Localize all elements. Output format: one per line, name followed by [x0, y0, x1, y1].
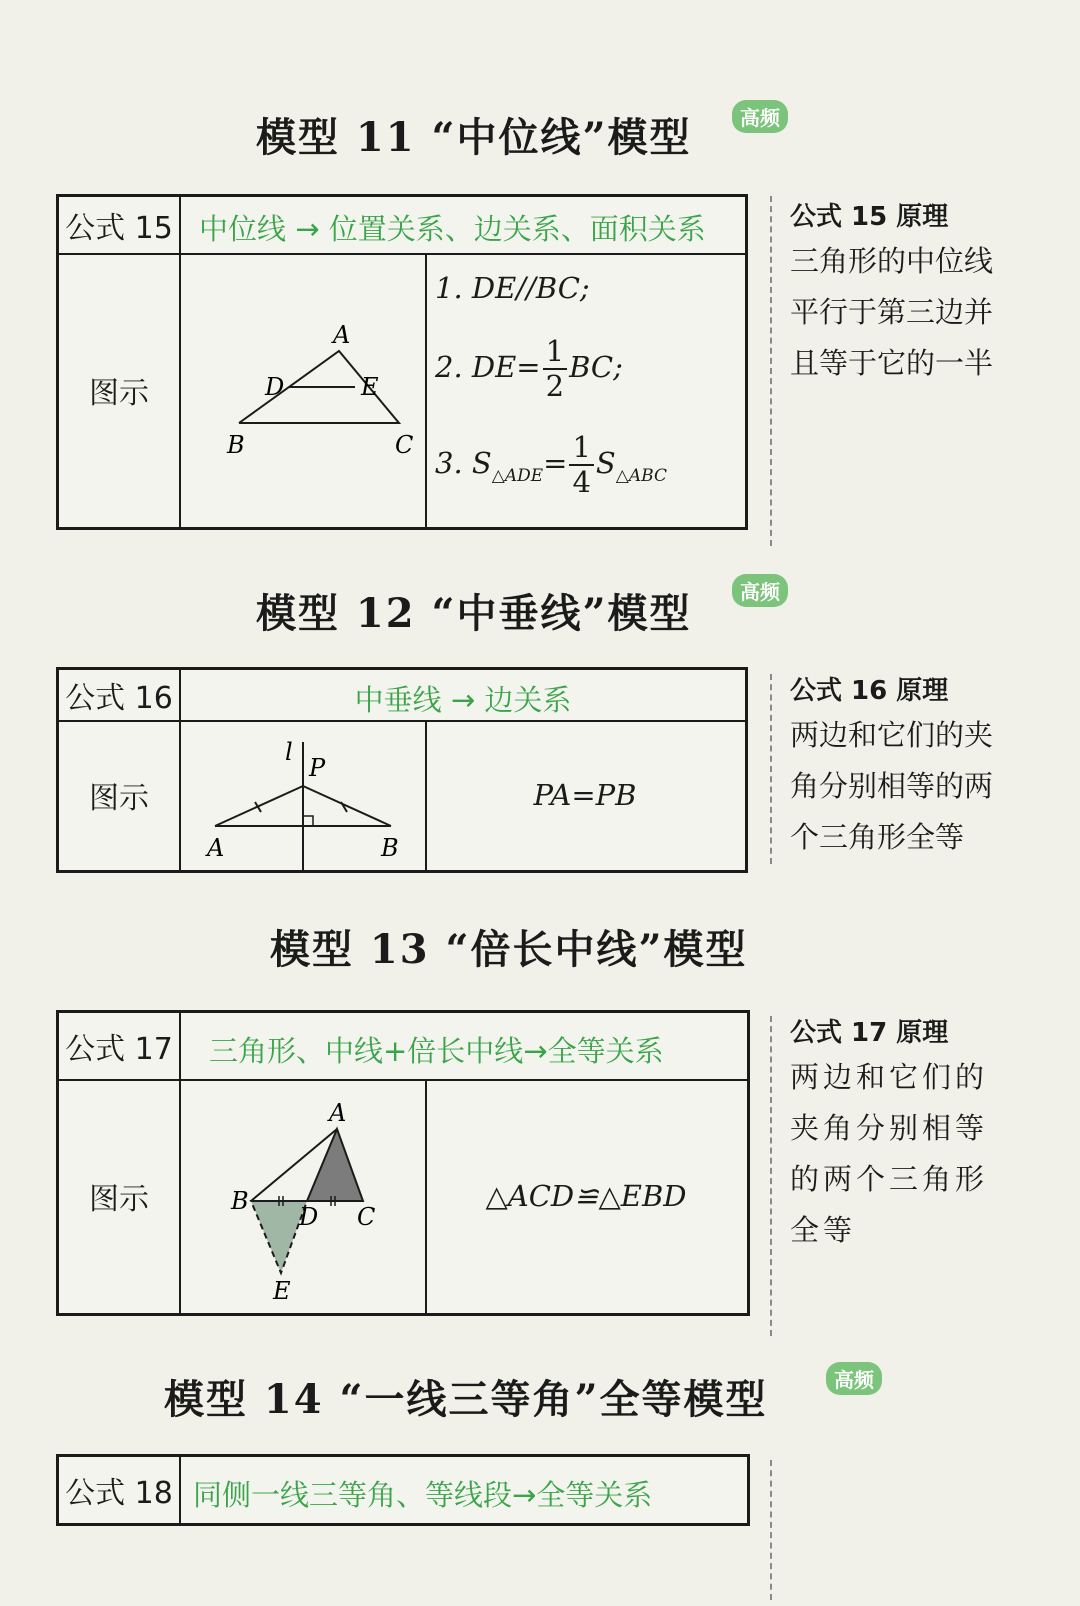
formula-header: 中垂线 → 边关系 [354, 683, 572, 717]
label-l: l [285, 738, 293, 766]
model-12-title: 模型 12 “中垂线”模型 [256, 590, 692, 637]
result-half: 2. DE= $\frac{1}{2}$ BC; [435, 334, 623, 403]
label-a: A [329, 1099, 347, 1127]
formula-number: 公式 18 [65, 1476, 173, 1511]
formula-16-table [56, 667, 748, 873]
model-11-title: 模型 11 “中位线”模型 [256, 114, 692, 161]
formula-17-table [56, 1010, 750, 1316]
diagram-row-label: 图示 [89, 376, 149, 411]
result-area: 3. $S_{\triangle ADE}=$ $\frac{1}{4}$ $S_{\triangle ABC}$ [435, 430, 667, 499]
midline-triangle-diagram [181, 255, 425, 527]
formula-number: 公式 16 [65, 681, 173, 716]
principle-17-text: 两边和它们的 夹角分别相等 的两个三角形 全等 [790, 1060, 989, 1247]
label-b: B [231, 1187, 249, 1215]
result-congruence: △ACD≌△EBD [485, 1179, 687, 1213]
formula-header: 三角形、中线+倍长中线→全等关系 [209, 1034, 664, 1068]
perpendicular-bisector-diagram [181, 722, 425, 870]
label-b: B [227, 431, 245, 459]
result-parallel: 1. DE//BC; [435, 271, 590, 305]
label-d: D [265, 373, 285, 401]
formula-number: 公式 17 [65, 1032, 173, 1067]
label-e: E [361, 373, 379, 401]
model-13-title: 模型 13 “倍长中线”模型 [270, 926, 748, 973]
label-a: A [207, 834, 225, 862]
diagram-row-label: 图示 [89, 781, 149, 816]
label-c: C [395, 431, 414, 459]
formula-header: 同侧一线三等角、等线段→全等关系 [193, 1478, 653, 1512]
principle-17-title: 公式 17 原理 [790, 1018, 949, 1048]
formula-header: 中位线 → 位置关系、边关系、面积关系 [199, 212, 706, 246]
result-equal-sides: PA=PB [533, 778, 637, 812]
label-d: D [299, 1203, 319, 1231]
high-frequency-badge: 高频 [732, 100, 788, 133]
label-e: E [273, 1277, 291, 1305]
principle-15-text: 三角形的中位线 平行于第三边并 且等于它的一半 [790, 244, 994, 380]
high-frequency-badge: 高频 [826, 1362, 882, 1395]
diagram-row-label: 图示 [89, 1182, 149, 1217]
principle-16-text: 两边和它们的夹 角分别相等的两 个三角形全等 [790, 718, 994, 854]
principle-16-title: 公式 16 原理 [790, 676, 949, 706]
formula-number: 公式 15 [65, 211, 173, 246]
label-a: A [333, 321, 351, 349]
model-14-title: 模型 14 “一线三等角”全等模型 [164, 1376, 768, 1423]
label-b: B [381, 834, 399, 862]
label-c: C [357, 1203, 376, 1231]
double-median-diagram [181, 1081, 425, 1313]
formula-18-table [56, 1454, 750, 1526]
high-frequency-badge: 高频 [732, 574, 788, 607]
formula-15-table [56, 194, 748, 530]
principle-15-title: 公式 15 原理 [790, 202, 949, 232]
label-p: P [309, 754, 326, 782]
